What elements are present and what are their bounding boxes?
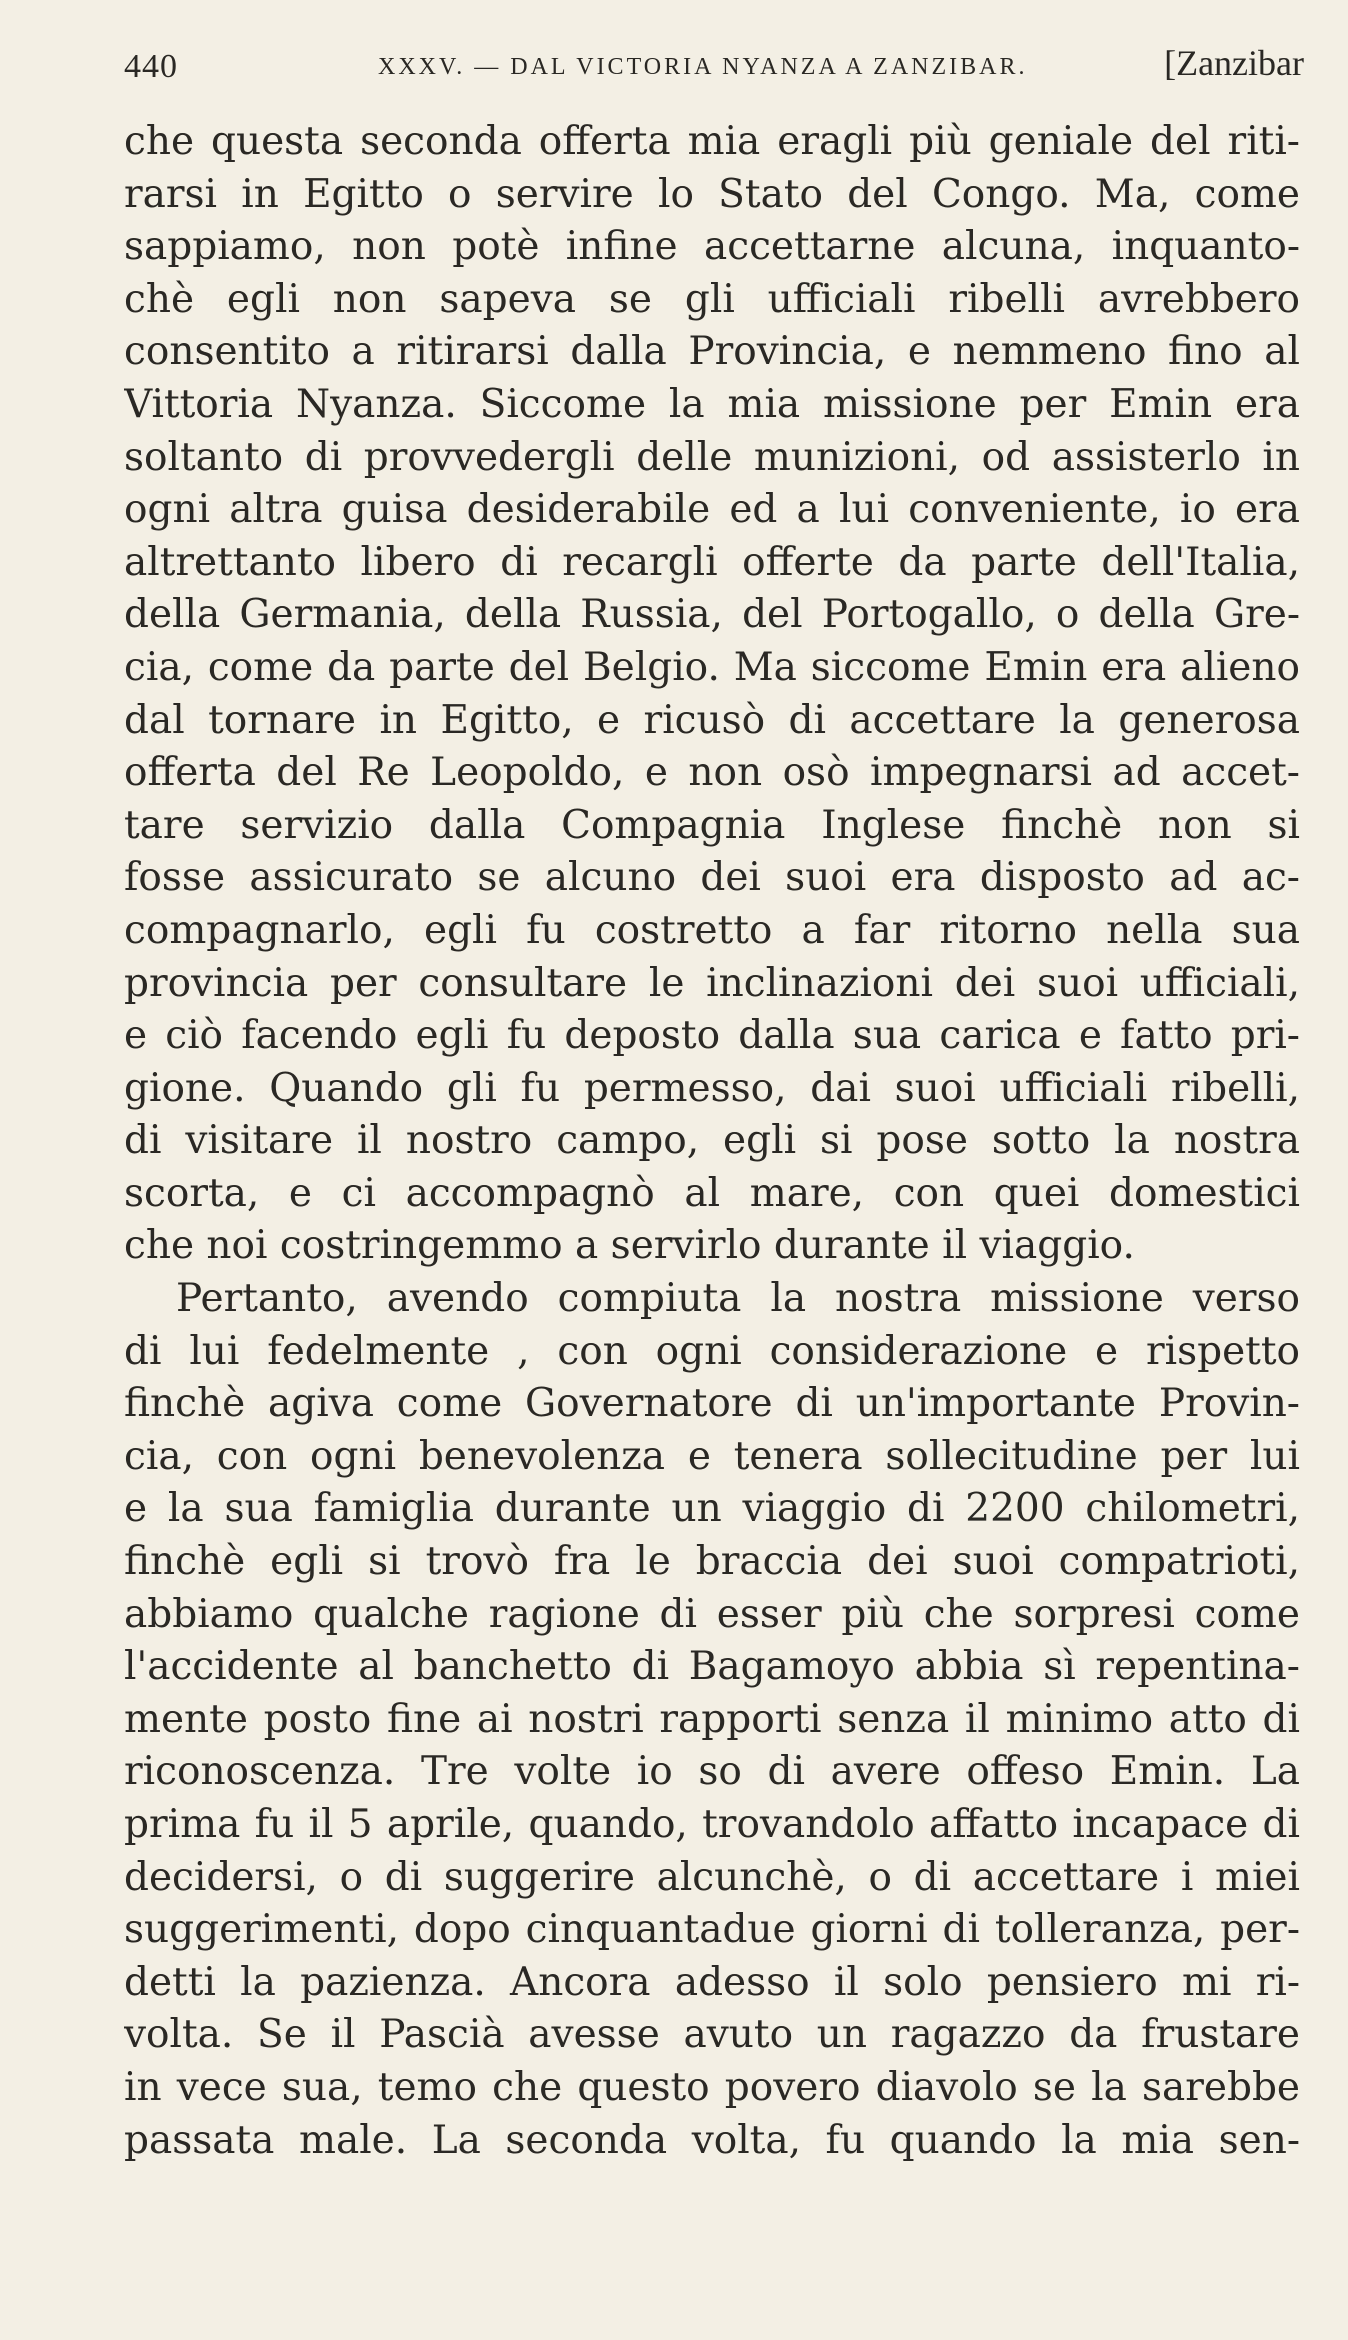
text-line: chè egli non sapeva se gli ufficiali ribelli avrebbero	[124, 276, 1300, 322]
text-line: gione. Quando gli fu permesso, dai suoi ufficiali ribelli,	[124, 1065, 1300, 1111]
text-line: finchè egli si trovò fra le braccia dei suoi compatrioti,	[124, 1539, 1300, 1585]
text-line: compagnarlo, egli fu costretto a far ritorno nella sua	[124, 907, 1300, 953]
text-line: offerta del Re Leopoldo, e non osò impegnarsi ad accet-	[124, 750, 1300, 796]
paragraph-start-line: Pertanto, avendo compiuta la nostra missione verso	[176, 1276, 1300, 1322]
text-line: suggerimenti, dopo cinquantadue giorni di tolleranza, per-	[124, 1907, 1300, 1953]
text-line: detti la pazienza. Ancora adesso il solo pensiero mi ri-	[124, 1959, 1300, 2005]
section-tag: [Zanzibar	[1164, 43, 1304, 83]
text-line: provincia per consultare le inclinazioni dei suoi ufficiali,	[124, 960, 1300, 1006]
text-line: e la sua famiglia durante un viaggio di 2200 chilometri,	[124, 1486, 1300, 1532]
text-line: scorta, e ci accompagnò al mare, con quei domestici	[124, 1170, 1300, 1216]
text-line: prima fu il 5 aprile, quando, trovandolo affatto incapace di	[124, 1802, 1300, 1847]
text-line: Vittoria Nyanza. Siccome la mia missione per Emin era	[124, 381, 1300, 427]
text-line: tare servizio dalla Compagnia Inglese finchè non si	[124, 802, 1300, 848]
text-line: di lui fedelmente , con ogni considerazione e rispetto	[124, 1328, 1300, 1374]
text-line: consentito a ritirarsi dalla Provincia, e nemmeno fino al	[124, 329, 1300, 375]
text-line: e ciò facendo egli fu deposto dalla sua carica e fatto pri-	[124, 1013, 1300, 1059]
text-line: finchè agiva come Governatore di un'importante Provin-	[124, 1381, 1300, 1427]
text-line: ogni altra guisa desiderabile ed a lui conveniente, io era	[124, 487, 1300, 533]
text-line: fosse assicurato se alcuno dei suoi era disposto ad ac-	[124, 855, 1300, 901]
text-line: cia, come da parte del Belgio. Ma siccome Emin era alieno	[124, 644, 1300, 690]
text-line: passata male. La seconda volta, fu quando la mia sen-	[124, 2117, 1300, 2163]
page-number: 440	[124, 48, 178, 85]
running-title: XXXV. — DAL VICTORIA NYANZA A ZANZIBAR.	[378, 54, 1028, 80]
paragraph-end-line: che noi costringemmo a servirlo durante il viaggio.	[124, 1223, 1135, 1269]
text-line: sappiamo, non potè infine accettarne alcuna, inquanto-	[124, 224, 1300, 270]
text-line: decidersi, o di suggerire alcunchè, o di accettare i miei	[124, 1854, 1300, 1900]
text-line: che questa seconda offerta mia eragli più geniale del riti-	[124, 119, 1300, 164]
text-line: mente posto fine ai nostri rapporti senza il minimo atto di	[124, 1696, 1300, 1742]
text-line: soltanto di provvedergli delle munizioni, od assisterlo in	[124, 434, 1300, 480]
text-line: altrettanto libero di recargli offerte da parte dell'Italia,	[124, 539, 1300, 585]
text-line: abbiamo qualche ragione di esser più che sorpresi come	[124, 1591, 1300, 1637]
text-line: l'accidente al banchetto di Bagamoyo abbia sì repentina-	[124, 1644, 1300, 1690]
text-line: riconoscenza. Tre volte io so di avere offeso Emin. La	[124, 1749, 1300, 1795]
text-line: di visitare il nostro campo, egli si pose sotto la nostra	[124, 1118, 1300, 1164]
page-header	[124, 42, 1304, 102]
text-line: della Germania, della Russia, del Portogallo, o della Gre-	[124, 592, 1300, 638]
text-line: dal tornare in Egitto, e ricusò di accettare la generosa	[124, 697, 1300, 743]
text-line: rarsi in Egitto o servire lo Stato del Congo. Ma, come	[124, 171, 1300, 217]
text-line: in vece sua, temo che questo povero diavolo se la sarebbe	[124, 2064, 1300, 2110]
body-text	[124, 116, 1300, 2167]
text-line: volta. Se il Pascià avesse avuto un ragazzo da frustare	[124, 2012, 1300, 2058]
text-line: cia, con ogni benevolenza e tenera sollecitudine per lui	[124, 1433, 1300, 1479]
